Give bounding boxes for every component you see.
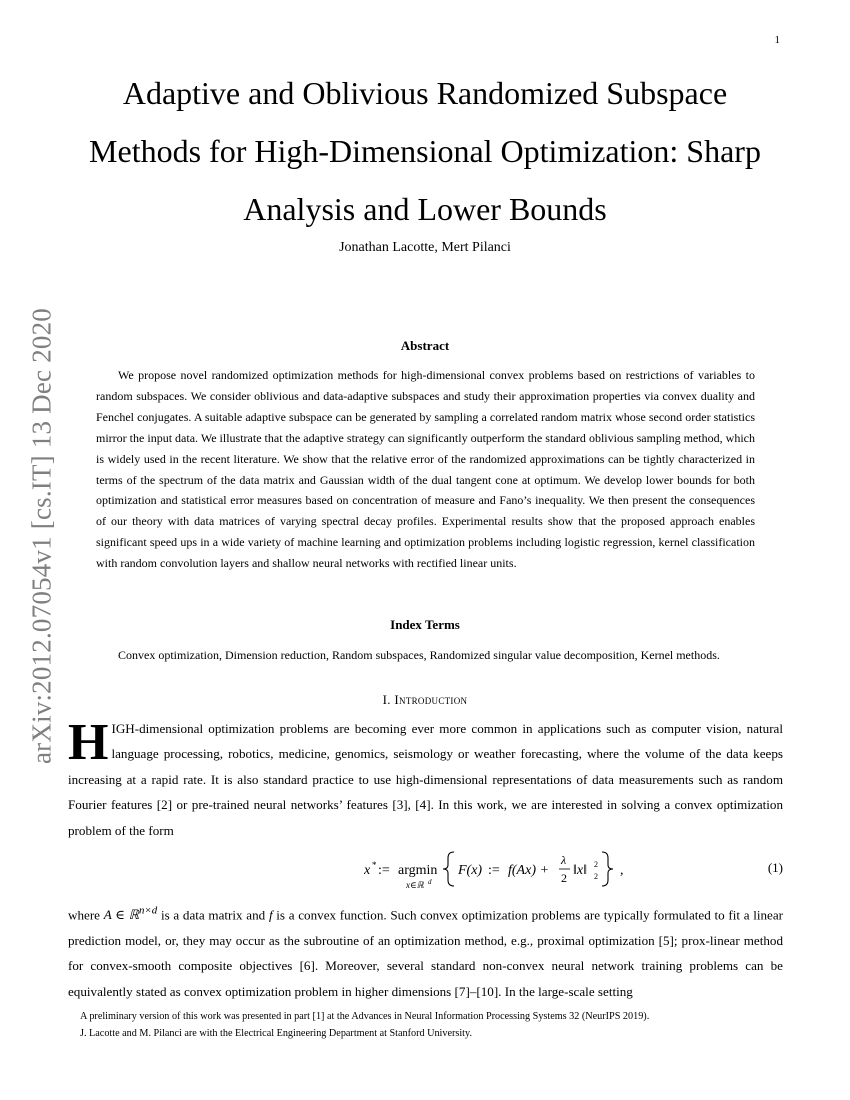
eq-comma: , [620, 863, 624, 878]
page-number: 1 [774, 34, 780, 46]
drop-cap: H [68, 714, 109, 771]
title-line-2: Methods for High-Dimensional Optimization: Sharp [89, 133, 761, 169]
p2-mid: is a data matrix and [160, 907, 266, 923]
eq-lambda: λ [561, 853, 567, 867]
eq-two: 2 [561, 871, 567, 885]
authors: Jonathan Lacotte, Mert Pilanci [339, 240, 511, 255]
eq-F: F(x) [458, 863, 483, 878]
abstract-heading: Abstract [400, 338, 450, 353]
p2-rest: is a convex function. Such convex optimization problems are typically formulated to fit a linear prediction model, or, they may occur as the subroutine of an optimization method, e.g., proximal optimization [5]; prox-linear method for convex-smooth composite objectives [6]. Moreover, several standard non-convex neural network training problems can be equivalently stated as convex optimization problem in higher dimensions [7]–[10]. In the large-scale setting [68, 907, 784, 999]
p2-matrix [104, 907, 158, 922]
introduction-text: IGH-dimensional optimization problems are becoming ever more common in applications such as computer vision, natural language processing, robotics, medicine, genomics, seismology or weather forecasting, where the volume of the data keeps increasing at a rapid rate. It is also standard practice to use high-dimensional representations of data measurements such as random Fourier features [2] or pre-trained neural networks’ features [3], [4]. In this work, we are interested in solving a convex optimization problem of the form [68, 721, 783, 838]
introduction-paragraph [68, 716, 783, 843]
equation-formula [364, 846, 634, 892]
title-line-1: Adaptive and Oblivious Randomized Subspace [122, 75, 728, 111]
eq-fAx: f(Ax) + [508, 863, 549, 878]
p2-f: f [268, 907, 273, 923]
abstract-body: We propose novel randomized optimization methods for high-dimensional convex problems based on restrictions of variables to random subspaces. We consider oblivious and data-adaptive subspaces and study their approximation properties via convex duality and Fenchel conjugates. A suitable adaptive subspace can be generated by sampling a correlated random matrix whose second order statistics mirror the input data. We illustrate that the adaptive strategy can significantly outperform the standard oblivious sampling method, which is widely used in the recent literature. We show that the relative error of the randomized approximations can be tightly characterized in terms of the spectrum of the data matrix and Gaussian width of the dual tangent cone at optimum. We develop lower bounds for both optimization and statistical error measures based on concentration of measure and Fano’s inequality. We then present the consequences of our theory with data matrices of varying spectral decay profiles. Experimental results show that the proposed approach enables significant speed ups in a wide variety of machine learning and optimization problems including logistic regression, kernel classification with random convolution layers and shallow neural networks with rectified linear units. [96, 368, 755, 571]
footnote-affiliation: J. Lacotte and M. Pilanci are with the Electrical Engineering Department at Stanford University. [80, 1028, 472, 1039]
paper-title [60, 64, 790, 238]
index-terms-body: Convex optimization, Dimension reduction, Random subspaces, Randomized singular value decomposition, Kernel methods. [118, 648, 720, 662]
index-terms-heading: Index Terms [390, 617, 460, 632]
footnote-preliminary-version: A preliminary version of this work was presented in part [1] at the Advances in Neural Information Processing Systems 32 (NeurIPS 2019). [80, 1011, 650, 1022]
eq-norm-sup: 2 [594, 860, 598, 869]
title-line-3: Analysis and Lower Bounds [243, 191, 607, 227]
eq-lhs: x [364, 863, 371, 878]
eq-argmin-sub-d: d [428, 878, 432, 886]
footnotes [68, 1008, 783, 1042]
section-heading-introduction: I. Introduction [382, 692, 468, 707]
arxiv-identifier: arXiv:2012.07054v1 [cs.IT] 13 Dec 2020 [26, 307, 57, 765]
equation-1 [68, 846, 783, 892]
eq-norm-sub: 2 [594, 872, 598, 881]
eq-argmin-sub: x∈ℝ [406, 880, 424, 890]
eq-norm: ‖x‖ [573, 863, 588, 878]
eq-argmin: argmin [398, 863, 438, 878]
left-brace [443, 852, 454, 886]
eq-assign-2: := [488, 863, 500, 878]
p2-matrix-dims: n×d [138, 905, 158, 917]
p2-where: where [68, 907, 100, 923]
post-equation-paragraph [68, 899, 783, 1004]
equation-number: (1) [767, 860, 783, 875]
eq-lhs-star: * [372, 860, 377, 870]
right-brace [602, 852, 613, 886]
eq-assign: := [378, 863, 390, 878]
p2-matrix-base: A ∈ ℝ [103, 907, 139, 923]
